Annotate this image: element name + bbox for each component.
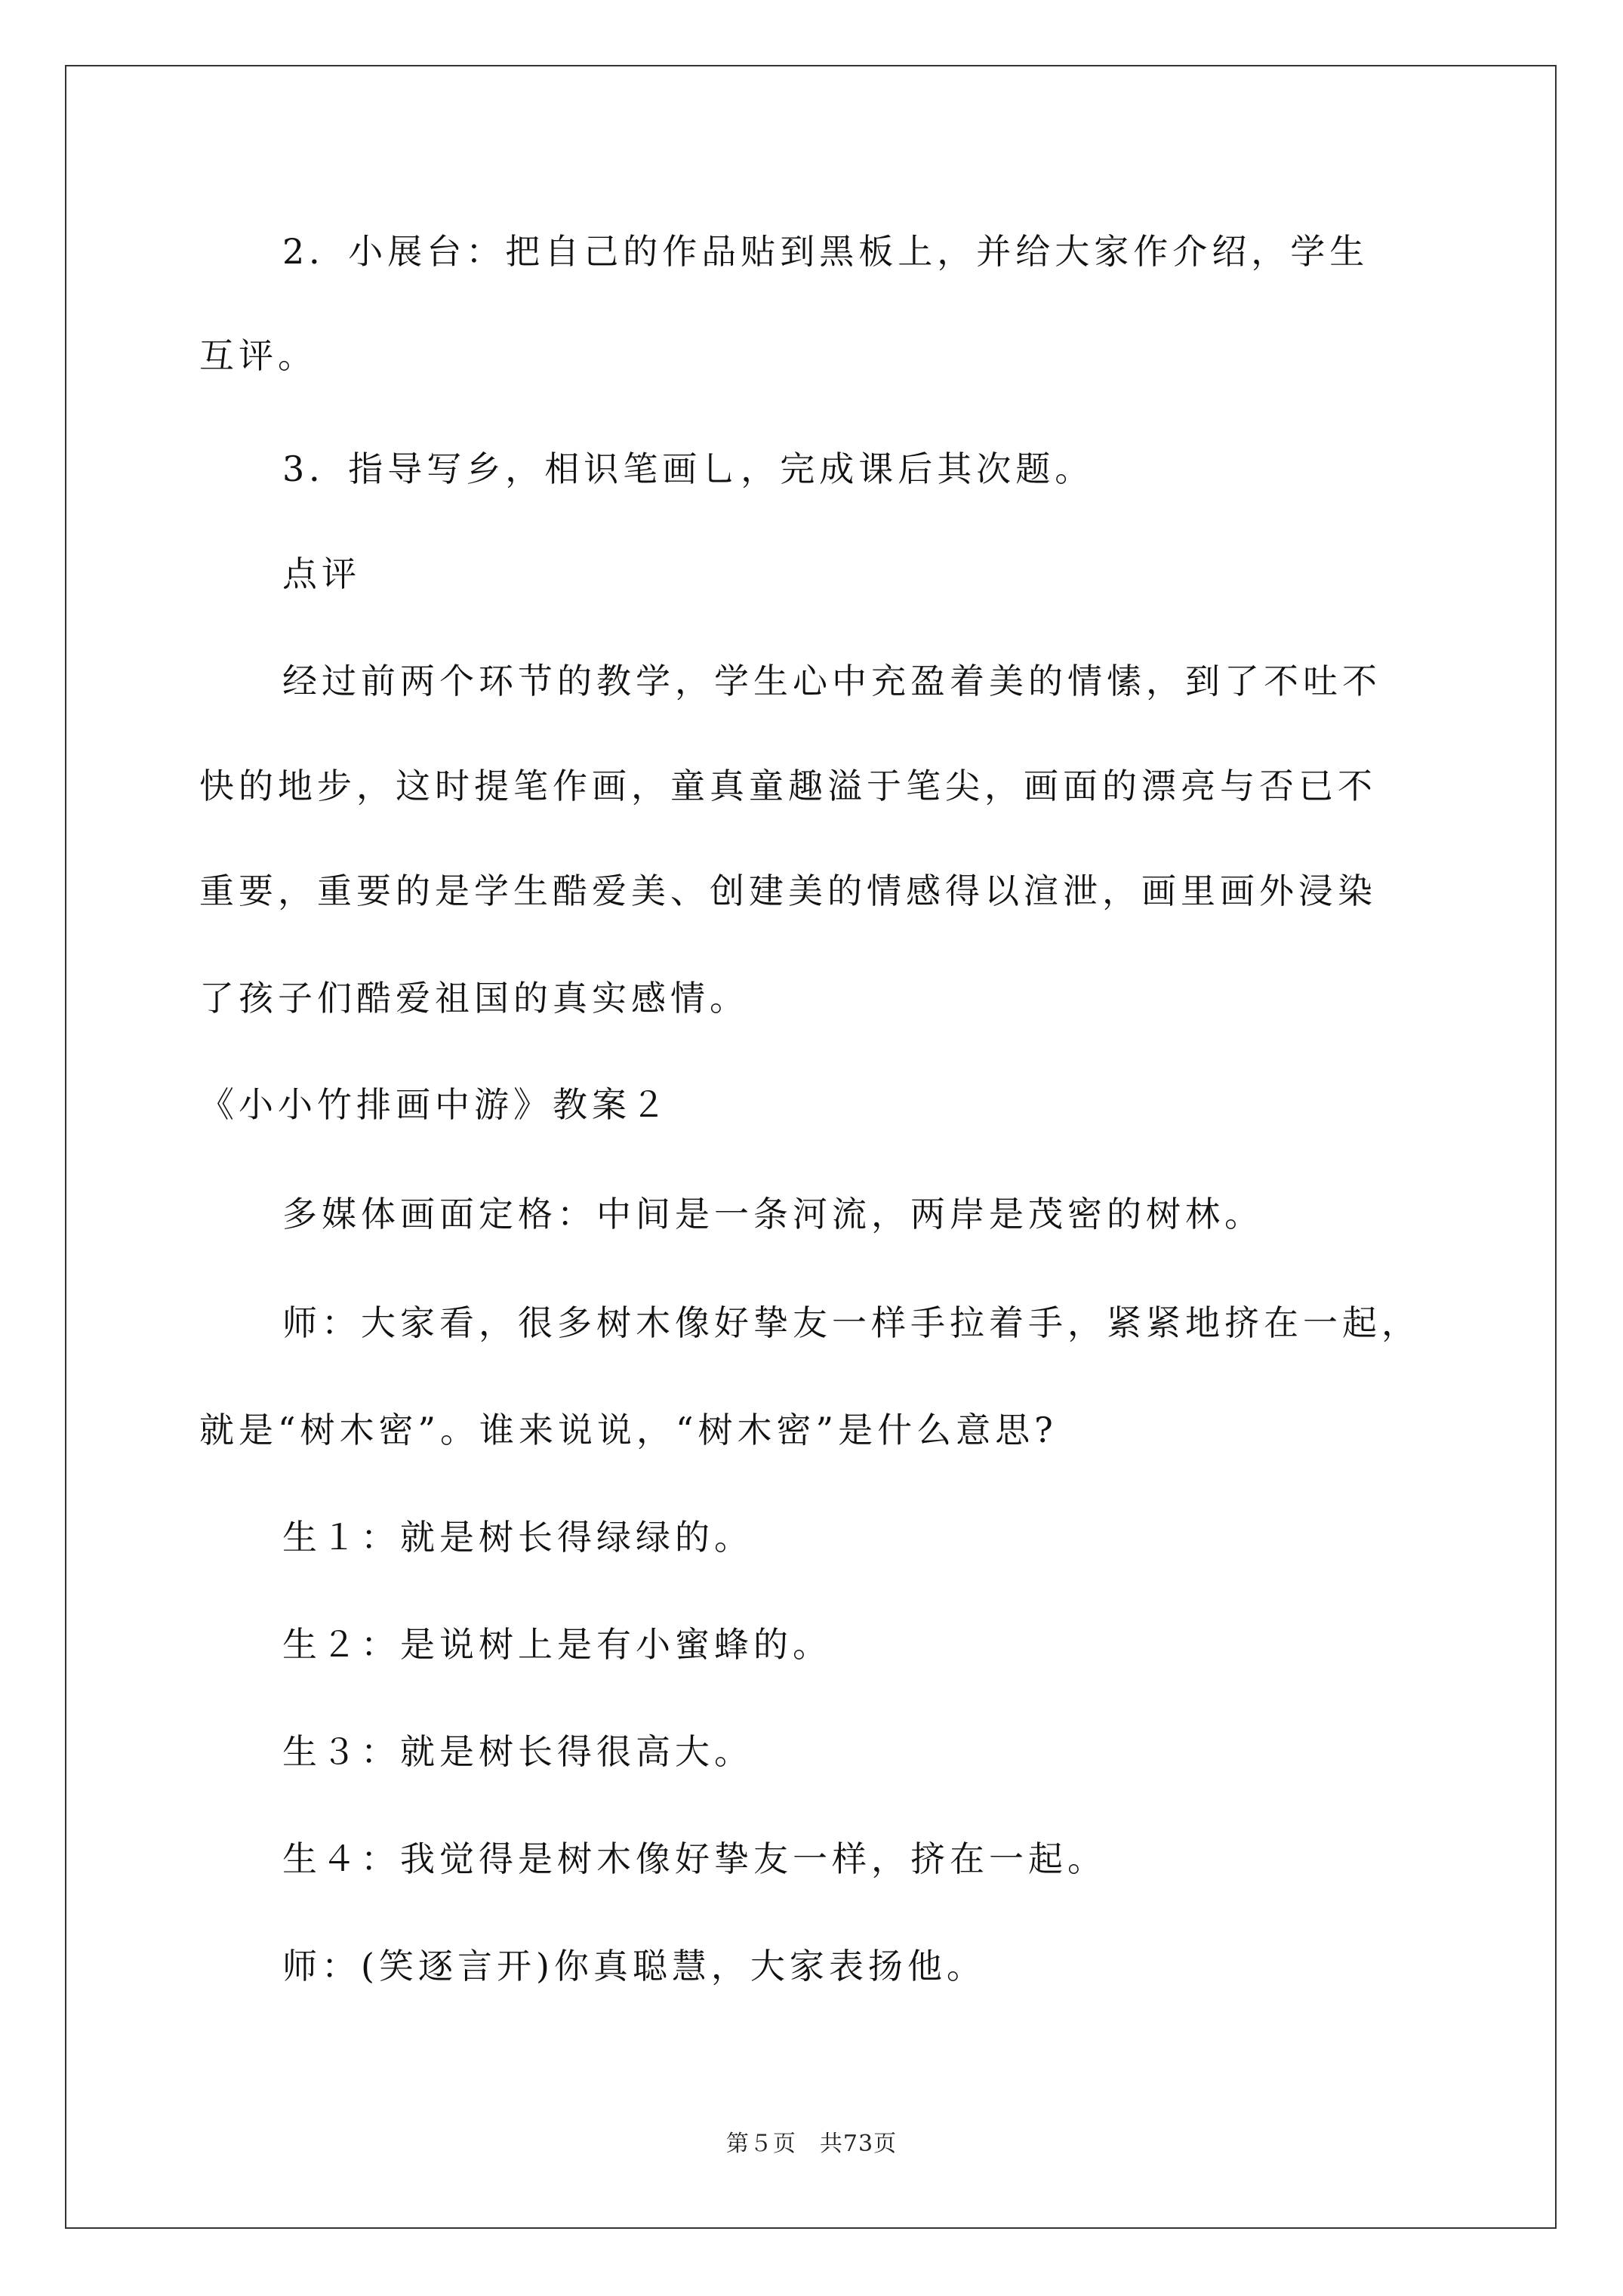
paragraph-line: 3．指导写乡，相识笔画乚，完成课后其次题。 <box>282 448 1095 489</box>
paragraph-line: 生３：就是树长得很高大。 <box>282 1731 753 1772</box>
paragraph-line: 生１：就是树长得绿绿的。 <box>282 1517 753 1558</box>
paragraph-line: 快的地步，这时提笔作画，童真童趣溢于笔尖，画面的漂亮与否已不 <box>199 766 1377 806</box>
page-footer: 第５页 共73页 <box>725 2131 898 2157</box>
paragraph-line: 师：大家看，很多树木像好挚友一样手拉着手，紧紧地挤在一起， <box>282 1302 1421 1343</box>
paragraph-line: 师：(笑逐言开)你真聪慧，大家表扬他。 <box>282 1946 986 1986</box>
paragraph-line: 重要，重要的是学生酷爱美、创建美的情感得以渲泄，画里画外浸染 <box>199 871 1377 911</box>
paragraph-line: 了孩子们酷爱祖国的真实感情。 <box>199 978 749 1019</box>
section-heading: 《小小竹排画中游》教案２ <box>199 1084 670 1125</box>
page-border <box>65 65 1557 2229</box>
paragraph-line: 互评。 <box>199 335 317 376</box>
paragraph-line: 生４：我觉得是树木像好挚友一样，挤在一起。 <box>282 1838 1107 1879</box>
paragraph-line: 2．小展台：把自己的作品贴到黑板上，并给大家作介绍，学生 <box>282 231 1369 272</box>
paragraph-line: 多媒体画面定格：中间是一条河流，两岸是茂密的树林。 <box>282 1194 1264 1234</box>
paragraph-line: 就是“树木密”。谁来说说，“树木密”是什么意思? <box>199 1410 1058 1450</box>
section-label: 点评 <box>282 553 361 594</box>
paragraph-line: 经过前两个环节的教学，学生心中充盈着美的情愫，到了不吐不 <box>282 661 1381 701</box>
paragraph-line: 生２：是说树上是有小蜜蜂的。 <box>282 1624 832 1665</box>
